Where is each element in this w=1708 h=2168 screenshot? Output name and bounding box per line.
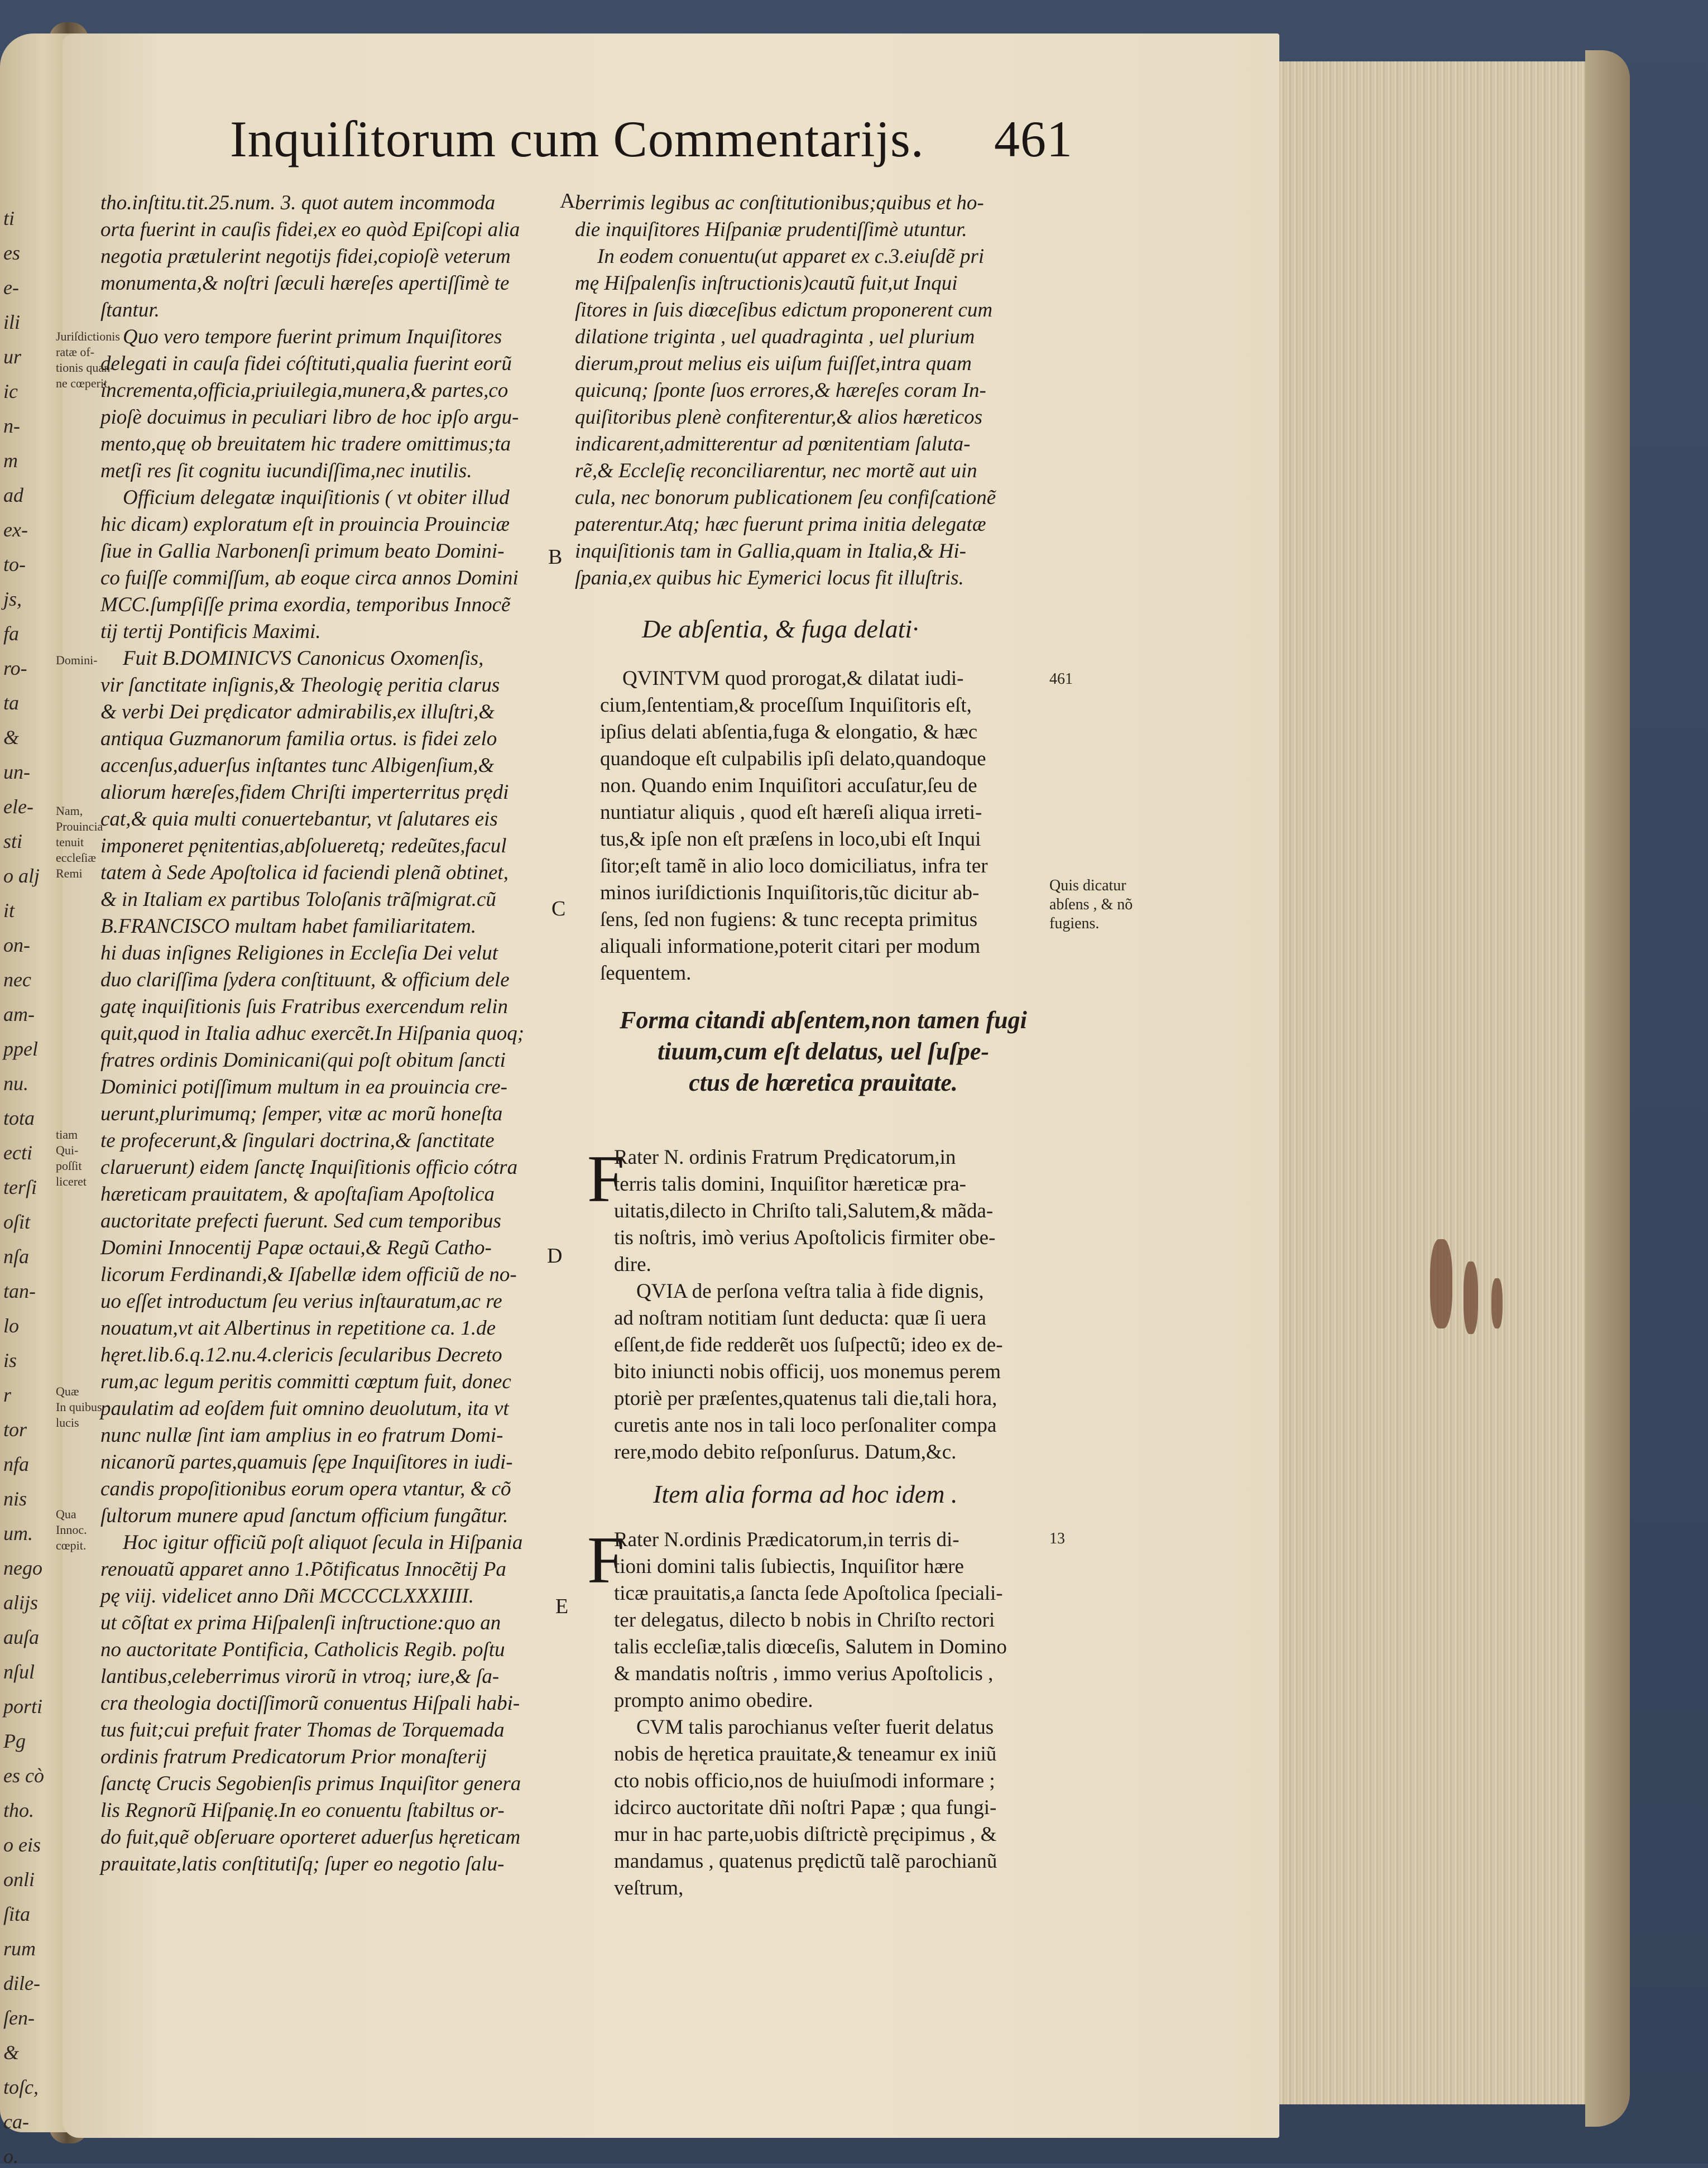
text-line: no auctoritate Pontificia, Catholicis Regib. poſtu — [100, 1638, 505, 1661]
text-line: monumenta,& noſtri ſæculi hæreſes apertiſſimè te — [100, 272, 510, 295]
verso-fragment: nego — [3, 1557, 42, 1579]
text-line: ſequentem. — [600, 962, 692, 985]
text-line: ſiue in Gallia Narbonenſi primum beato Domini- — [100, 540, 505, 563]
verso-fragment: tho. — [3, 1799, 35, 1821]
text-line: licorum Ferdinandi,& Iſabellæ idem officiũ de no- — [100, 1263, 517, 1286]
verso-fragment: es cò — [3, 1764, 44, 1787]
text-line: metſi res ſit cognitu iucundiſſima,nec inutilis. — [100, 459, 472, 482]
left-margin-note: ne cœperit. — [56, 376, 111, 390]
verso-fragment: js, — [3, 588, 22, 610]
verso-fragment: porti — [3, 1695, 43, 1718]
ink-stain — [1491, 1278, 1503, 1328]
verso-fragment: nu. — [3, 1072, 28, 1095]
text-line: hæreticam prauitatem, & apoſtaſiam Apoſtolica — [100, 1183, 495, 1206]
text-line: quiſitoribus plenè confiterentur,& alios hæreticos — [575, 406, 983, 429]
heading-line: tiuum,cum eſt delatus, uel ſuſpe- — [658, 1038, 989, 1065]
left-margin-note: lucis — [56, 1416, 79, 1430]
text-line: lantibus,celeberrimus virorũ in vtroq; iure,& ſa- — [100, 1665, 500, 1688]
text-line: inquiſitionis tam in Gallia,quam in Italia,& Hi- — [575, 540, 966, 563]
text-line: MCC.ſumpſiſſe prima exordia, temporibus Innocẽ — [100, 593, 511, 616]
verso-fragment: e- — [3, 276, 19, 299]
verso-fragment: to- — [3, 553, 26, 575]
margin-note-quis-dicatur — [1049, 876, 1133, 933]
text-line: tus,& ipſe non eſt præſens in loco,ubi eſt Inqui — [600, 828, 981, 851]
verso-fragment: o. — [3, 2145, 18, 2167]
verso-fragment: nſa — [3, 1245, 30, 1268]
text-line: cat,& quia multi conuertebantur, vt ſalutares eis — [100, 808, 498, 831]
text-line: Domini Innocentij Papæ octaui,& Regũ Catho- — [100, 1236, 492, 1259]
verso-fragment: ti — [3, 207, 15, 229]
verso-fragment: nſul — [3, 1661, 35, 1683]
heading-de-absentia: De abſentia, & fuga delati· — [642, 615, 919, 643]
verso-fragment: is — [3, 1349, 17, 1371]
text-line: non. Quando enim Inquiſitori accuſatur,ſeu de — [600, 774, 977, 797]
text-line: ſitor;eſt tamẽ in alio loco domiciliatus, infra ter — [600, 855, 988, 877]
left-margin-note: Juriſdictionis — [56, 329, 120, 343]
text-line: renouatũ apparet anno 1.Põtificatus Innocẽtij Pa — [100, 1558, 506, 1581]
text-line: hęret.lib.6.q.12.nu.4.clericis ſecularibus Decreto — [100, 1344, 502, 1366]
text-line: Dominici potiſſimum multum in ea prouincia cre- — [100, 1076, 507, 1099]
verso-fragment: on- — [3, 934, 30, 956]
text-line: talis eccleſiæ,talis diœceſis, Salutem in Domino — [614, 1635, 1007, 1658]
heading-line: ctus de hæretica prauitate. — [689, 1069, 958, 1096]
section-marker-a: A — [560, 189, 575, 213]
text-line: delegati in cauſa fidei cóſtituti,qualia fuerint eorũ — [100, 352, 512, 375]
text-line: ter delegatus, dilecto b nobis in Chriſto rectori — [614, 1609, 995, 1632]
verso-fragment: ur — [3, 346, 22, 368]
text-line: pę viij. videlicet anno Dñi MCCCCLXXXIIII. — [100, 1585, 474, 1608]
text-line: tij tertij Pontificis Maximi. — [100, 620, 321, 643]
heading-line: Forma citandi abſentem,non tamen fugi — [620, 1006, 1027, 1034]
text-line: negotia prætulerint negotijs fidei,copioſè veterum — [100, 245, 511, 268]
left-margin-note: tiam — [56, 1128, 78, 1141]
text-line: Quo vero tempore fuerint primum Inquiſitores — [123, 325, 502, 348]
text-line: rere,modo debito reſponſurus. Datum,&c. — [614, 1441, 957, 1464]
left-margin-note: In quibus — [56, 1400, 102, 1414]
verso-fragment: nfa — [3, 1453, 30, 1475]
verso-fragment: nis — [3, 1488, 27, 1510]
section-marker-d: D — [547, 1244, 563, 1268]
text-line: rum,ac legum peritis committi cœptum fuit, donec — [100, 1370, 511, 1393]
left-column — [100, 190, 541, 1878]
verso-fragment: sti — [3, 830, 23, 852]
text-line: B.FRANCISCO multam habet familiaritatem. — [100, 915, 477, 938]
text-line: hi duas inſignes Religiones in Eccleſia Dei velut — [100, 942, 498, 965]
text-line: mur in hac parte,uobis diſtrictè pręcipimus , & — [614, 1823, 997, 1846]
text-line: nouatum,vt ait Albertinus in repetitione ca. 1.de — [100, 1317, 496, 1340]
text-line: ut cõſtat ex prima Hiſpalenſi inſtructione:quo an — [100, 1611, 501, 1634]
text-line: gatę inquiſitionis ſuis Fratribus exercendum relin — [100, 995, 508, 1018]
frater-paragraph-1 — [614, 1144, 1055, 1466]
text-line: Hoc igitur officiũ poſt aliquot ſecula in Hiſpania — [123, 1531, 523, 1554]
left-margin-note: Qui- — [56, 1143, 79, 1157]
verso-fragment: un- — [3, 761, 30, 783]
section-marker-c: C — [551, 897, 566, 920]
text-line: aliorum hæreſes,fidem Chriſti imperterritus prędi — [100, 781, 509, 804]
text-line: prauitate,latis conſtitutiſq; ſuper eo negotio ſalu- — [100, 1853, 505, 1876]
verso-fragment: es — [3, 242, 20, 264]
text-line: bito iniuncti nobis officij, uos monemus perem — [614, 1360, 1001, 1383]
text-line: prompto animo obedire. — [614, 1689, 813, 1712]
text-line: cium,ſententiam,& proceſſum Inquiſitoris eſt, — [600, 694, 972, 717]
left-margin-note: eccleſiæ — [56, 851, 97, 865]
text-line: ſanctę Crucis Segobienſis primus Inquiſitor genera — [100, 1772, 521, 1795]
text-line: Rater N.ordinis Prædicatorum,in terris di- — [614, 1528, 959, 1551]
text-line: imponeret pęnitentias,abſolueretq; redeũtes,facul — [100, 834, 507, 857]
ink-stain — [1464, 1262, 1478, 1334]
text-line: ipſius delati abſentia,fuga & elongatio, & hæc — [600, 721, 978, 744]
text-line: CVM talis parochianus veſter fuerit delatus — [636, 1716, 994, 1739]
left-margin-note: liceret — [56, 1174, 87, 1188]
text-line: QVIA de perſona veſtra talia à fide dignis, — [636, 1280, 984, 1303]
text-line: In eodem conuentu(ut apparet ex c.3.eiuſdẽ pri — [597, 245, 985, 268]
text-line: accenſus,aduerſus inſtantes tunc Albigenſium,& — [100, 754, 495, 777]
verso-fragment: ppel — [3, 1038, 38, 1060]
left-margin-note: Nam, — [56, 804, 83, 818]
left-margin-note: tenuit — [56, 835, 84, 849]
text-line: dilatione triginta , uel quadraginta , uel plurium — [575, 325, 975, 348]
verso-fragment: terſi — [3, 1176, 37, 1198]
verso-fragment: ca- — [3, 2111, 29, 2133]
text-line: dierum,prout melius eis uiſum fuiſſet,intra quam — [575, 352, 972, 375]
verso-fragment: onli — [3, 1868, 35, 1891]
text-line: duo clariſſima ſydera conſtituunt, & officium dele — [100, 968, 510, 991]
text-line: Rater N. ordinis Fratrum Prędicatorum,in — [614, 1146, 956, 1169]
verso-fragment: tor — [3, 1418, 27, 1441]
heading-item-alia: Item alia forma ad hoc idem . — [653, 1480, 958, 1508]
margin-note-461: 461 — [1049, 670, 1073, 688]
text-line: ſens, ſed non fugiens: & tunc recepta primitus — [600, 908, 978, 931]
text-line: pioſè docuimus in peculiari libro de hoc ipſo argu- — [100, 406, 519, 429]
text-line: paulatim ad eoſdem fuit omnino deuolutum, ita vt — [100, 1397, 509, 1420]
left-margin-note: tionis quan- — [56, 361, 114, 375]
verso-fragment: ad — [3, 484, 23, 506]
text-line: eſſent,de fide redderẽt uos ſuſpectũ; ideo ex de- — [614, 1334, 1003, 1356]
left-margin-note: cœpit. — [56, 1538, 87, 1552]
text-line: co fuiſſe commiſſum, ab eoque circa annos Domini — [100, 567, 519, 589]
text-line: tis noſtris, imò verius Apoſtolicis firmiter obe- — [614, 1226, 996, 1249]
left-margin-note: Prouincia — [56, 819, 103, 833]
text-line: incrementa,officia,priuilegia,munera,& partes,co — [100, 379, 508, 402]
margin-note-line: fugiens. — [1049, 915, 1100, 932]
verso-fragment: it — [3, 899, 15, 922]
text-line: auctoritate prefecti fuerunt. Sed cum temporibus — [100, 1210, 501, 1232]
verso-fragment: ſen- — [3, 2007, 35, 2029]
text-line: uerunt,plurimumq; ſemper, vitæ ac morũ honeſta — [100, 1102, 503, 1125]
left-margin-note: poſſit — [56, 1159, 82, 1173]
book-cover-edge — [1585, 50, 1630, 2127]
text-line: rẽ,& Eccleſię reconciliarentur, nec mortẽ aut uin — [575, 459, 977, 482]
drop-initial-f: F — [587, 1141, 625, 1216]
verso-fragment: fa — [3, 622, 20, 645]
text-line: mę Hiſpalenſis inſtructionis)cautũ fuit,ut Inqui — [575, 272, 958, 295]
verso-fragment: tota — [3, 1107, 35, 1129]
text-line: berrimis legibus ac conſtitutionibus;quibus et ho- — [575, 191, 984, 214]
verso-fragment: oſit — [3, 1211, 31, 1233]
ink-stain — [1430, 1239, 1452, 1328]
text-line: ticæ prauitatis,a ſancta ſede Apoſtolica ſpeciali- — [614, 1582, 1003, 1605]
margin-note-line: abſens , & nõ — [1049, 896, 1133, 913]
text-line: ſultorum munere apud ſanctum officium fungãtur. — [100, 1504, 508, 1527]
verso-fragment: ſita — [3, 1903, 31, 1925]
text-line: tatem à Sede Apoſtolica id faciendi plenã obtinet, — [100, 861, 508, 884]
text-line: vir ſanctitate inſignis,& Theologię peritia clarus — [100, 674, 500, 697]
verso-fragment: auſa — [3, 1626, 40, 1648]
verso-fragment: & — [3, 726, 20, 749]
text-line: tus fuit;cui prefuit frater Thomas de Torquemada — [100, 1719, 505, 1742]
text-line: te profecerunt,& ſingulari doctrina,& ſanctitate — [100, 1129, 495, 1152]
verso-fragment: nec — [3, 968, 31, 991]
left-margin-note: Remi — [56, 866, 83, 880]
verso-fragment: o alj — [3, 865, 40, 887]
page-number: 461 — [994, 111, 1073, 167]
left-margin-note: Domini- — [56, 653, 98, 667]
text-line: quit,quod in Italia adhuc exercẽt.In Hiſpania quoq; — [100, 1022, 525, 1045]
text-line: ordinis fratrum Predicatorum Prior monaſterij — [100, 1745, 487, 1768]
verso-fragment: m — [3, 449, 18, 472]
text-line: Fuit B.DOMINICVS Canonicus Oxomenſis, — [123, 647, 484, 670]
text-line: Officium delegatæ inquiſitionis ( vt obiter illud — [123, 486, 510, 509]
text-line: paterentur.Atq; hæc fuerunt prima initia delegatæ — [575, 513, 986, 536]
text-line: quandoque eſt culpabilis ipſi delato,quandoque — [600, 747, 986, 770]
section-marker-b: B — [548, 545, 563, 569]
verso-fragment: Pg — [3, 1730, 26, 1752]
text-line: uo eſſet introductum ſeu verius inſtauratum,ac re — [100, 1290, 502, 1313]
text-line: terris talis domini, Inquiſitor hæreticæ pra- — [614, 1173, 966, 1196]
right-column-top — [575, 190, 1055, 592]
left-margin-note: Quæ — [56, 1384, 79, 1398]
text-line: nunc nullæ ſint iam amplius in eo fratrum Domi- — [100, 1424, 503, 1447]
text-line: mandamus , quatenus prędictũ talẽ parochianũ — [614, 1850, 997, 1873]
text-line: tho.inſtitu.tit.25.num. 3. quot autem incommoda — [100, 191, 496, 214]
verso-fragment: n- — [3, 415, 20, 437]
text-line: ſtantur. — [100, 299, 160, 322]
page-block-edge — [1272, 61, 1629, 2104]
text-line: ad noſtram notitiam ſunt deducta: quæ ſi uera — [614, 1307, 986, 1330]
drop-initial-f: F — [587, 1523, 625, 1597]
text-line: & mandatis noſtris , immo verius Apoſtolicis , — [614, 1662, 994, 1685]
verso-fragment: o eis — [3, 1834, 41, 1856]
verso-fragment: toſc, — [3, 2076, 39, 2098]
verso-fragment: ex- — [3, 519, 28, 541]
running-head — [230, 109, 1073, 176]
text-line: QVINTVM quod prorogat,& dilatat iudi- — [622, 667, 964, 690]
verso-fragment: alijs — [3, 1591, 39, 1614]
text-line: cto nobis officio,nos de huiuſmodi informare ; — [614, 1769, 995, 1792]
text-line: ſitores in ſuis diœceſibus edictum proponerent cum — [575, 299, 993, 322]
text-line: aliquali informatione,poterit citari per modum — [600, 935, 981, 958]
verso-fragment: am- — [3, 1003, 35, 1025]
text-line: antiqua Guzmanorum familia ortus. is fidei zelo — [100, 727, 497, 750]
heading-forma-citandi — [580, 1005, 1066, 1099]
text-line: minos iuriſdictionis Inquiſitoris,tũc dicitur ab- — [600, 881, 980, 904]
text-line: candis propoſitionibus eorum opera vtantur, & cõ — [100, 1478, 511, 1500]
verso-fragment: um. — [3, 1522, 33, 1545]
verso-fragment: & — [3, 2041, 20, 2064]
text-line: & in Italiam ex partibus Toloſanis trãſmigrat.cũ — [100, 888, 496, 911]
running-head-title: Inquiſitorum cum Commentarijs. — [230, 111, 924, 167]
text-line: fratres ordinis Dominicani(qui poſt obitum ſancti — [100, 1049, 506, 1072]
text-line: & verbi Dei prędicator admirabilis,ex illuſtri,& — [100, 701, 495, 723]
text-line: hic dicam) exploratum eſt in prouincia Prouinciæ — [100, 513, 510, 536]
text-line: curetis ante nos in tali loco perſonaliter compa — [614, 1414, 997, 1437]
text-line: quicunq; ſponte ſuos errores,& hæreſes coram In- — [575, 379, 986, 402]
text-line: dire. — [614, 1253, 651, 1276]
text-line: nicanorũ partes,quamuis ſępe Inquiſitores in iudi- — [100, 1451, 513, 1474]
verso-fragment: ta — [3, 692, 20, 714]
verso-fragment: tan- — [3, 1280, 36, 1302]
text-line: ſpania,ex quibus hic Eymerici locus fit illuſtris. — [575, 567, 964, 589]
text-line: nuntiatur aliquis , quod eſt hæreſi aliqua irreti- — [600, 801, 982, 824]
text-line: indicarent,admitterentur ad pœnitentiam ſaluta- — [575, 433, 971, 455]
verso-fragment: ecti — [3, 1141, 32, 1164]
frater-paragraph-2 — [614, 1527, 1055, 1902]
margin-note-line: Quis dicatur — [1049, 877, 1126, 894]
text-line: die inquiſitores Hiſpaniæ prudentiſſimè utuntur. — [575, 218, 967, 241]
margin-note-13: 13 — [1049, 1530, 1065, 1547]
section-marker-e: E — [555, 1595, 569, 1618]
verso-fragment: rum — [3, 1937, 36, 1960]
text-line: veſtrum, — [614, 1877, 684, 1900]
text-line: mento,quę ob breuitatem hic tradere omittimus;ta — [100, 433, 511, 455]
left-margin-note: ratæ of- — [56, 345, 95, 359]
verso-fragment: ili — [3, 311, 21, 333]
text-line: idcirco auctoritate dñi noſtri Papæ ; qua fungi- — [614, 1796, 997, 1819]
quintum-paragraph — [600, 665, 1058, 987]
text-line: do fuit,quẽ obſeruare oporteret aduerſus hęreticam — [100, 1826, 521, 1849]
text-line: cula, nec bonorum publicationem ſeu confiſcationẽ — [575, 486, 996, 509]
text-line: lis Regnorũ Hiſpanię.In eo conuentu ſtabiltus or- — [100, 1799, 505, 1822]
text-line: ptoriè per præſentes,quatenus tali die,tali hora, — [614, 1387, 997, 1410]
text-line: uitatis,dilecto in Chriſto tali,Salutem,& mãda- — [614, 1200, 994, 1222]
verso-fragment: lo — [3, 1315, 20, 1337]
text-line: cra theologia doctiſſimorũ conuentus Hiſpali habi- — [100, 1692, 520, 1715]
text-line: nobis de hęretica prauitate,& teneamur ex iniũ — [614, 1743, 997, 1766]
verso-fragment: dile- — [3, 1972, 40, 1994]
text-line: orta fuerint in cauſis fidei,ex eo quòd Epiſcopi alia — [100, 218, 520, 241]
verso-fragment: ro- — [3, 657, 27, 679]
text-line: tioni domini talis ſubiectis, Inquiſitor hære — [614, 1555, 964, 1578]
left-margin-note: Innoc. — [56, 1523, 87, 1537]
verso-fragment: ele- — [3, 795, 33, 818]
verso-fragment: r — [3, 1384, 12, 1406]
left-margin-note: Qua — [56, 1507, 76, 1521]
verso-fragment: ic — [3, 380, 18, 402]
text-line: claruerunt) eidem ſanctę Inquiſitionis officio cótra — [100, 1156, 518, 1179]
